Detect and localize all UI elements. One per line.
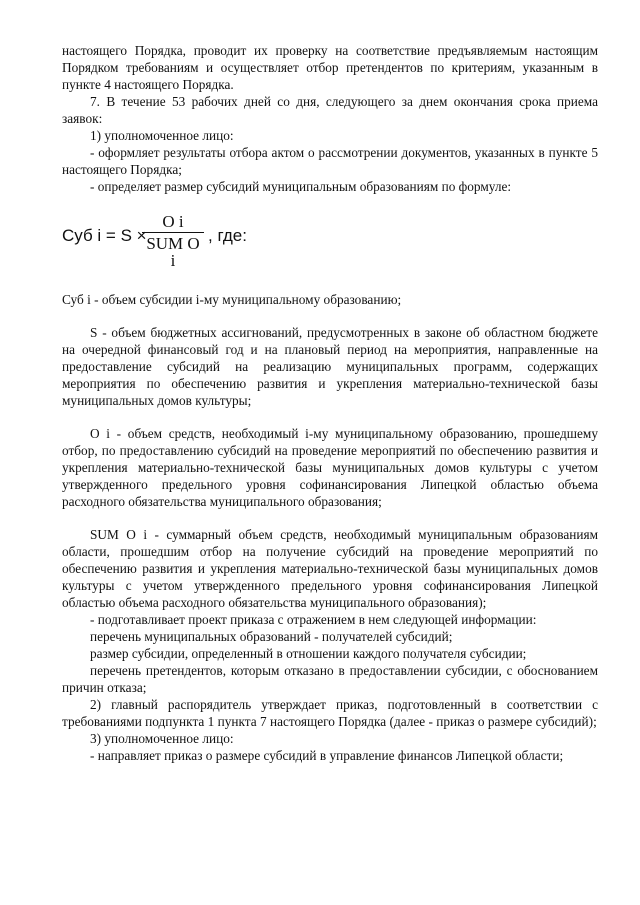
paragraph: - направляет приказ о размере субсидий в управление финансов Липецкой области; (90, 748, 564, 763)
paragraph: - оформляет результаты отбора актом о рассмотрении документов, указанных в пункте 5 настоящего Порядка; (62, 145, 598, 177)
formula-denominator: SUM O i (146, 234, 200, 270)
paragraph: Суб i - объем субсидии i-му муниципальному образованию; (62, 292, 402, 307)
paragraph: 1) уполномоченное лицо: (90, 128, 234, 143)
formula-numerator: O i (142, 213, 204, 233)
paragraph: 7. В течение 53 рабочих дней со дня, следующего за днем окончания срока приема заявок: (62, 94, 598, 126)
formula-rhs: , где: (208, 226, 247, 245)
formula-lhs: Суб i = S × (62, 226, 147, 245)
formula-fraction (142, 213, 204, 269)
paragraph: перечень муниципальных образований - получателей субсидий; (90, 629, 453, 644)
paragraph: - определяет размер субсидий муниципальным образованиям по формуле: (90, 179, 512, 194)
paragraph: S - объем бюджетных ассигнований, предусмотренных в законе об областном бюджете на очередной финансовый год и на плановый период на мероприятия, направленные на предоставление субсидий на реализацию муниципальных программ, содержащих мероприятия по обеспечению развития и укрепления материально-технической базы муниципальных домов культуры; (62, 325, 598, 408)
paragraph: 3) уполномоченное лицо: (90, 731, 234, 746)
paragraph: SUM O i - суммарный объем средств, необходимый муниципальным образованиям области, прошедшим отбор на получение субсидий на проведение мероприятий по обеспечению развития и укрепления материально-технической базы муниципальных домов культуры с учетом утвержденного предельного уровня софинансирования Липецкой областью объема расходного обязательства муниципального образования); (62, 527, 598, 610)
paragraph: размер субсидии, определенный в отношении каждого получателя субсидии; (90, 646, 527, 661)
paragraph: 2) главный распорядитель утверждает приказ, подготовленный в соответствии с требованиями подпункта 1 пункта 7 настоящего Порядка (далее - приказ о размере субсидий); (62, 697, 598, 729)
paragraph: настоящего Порядка, проводит их проверку на соответствие предъявляемым настоящим Порядком требованиям и осуществляет отбор претендентов по критериям, указанным в пункте 4 настоящего Порядка. (62, 43, 598, 92)
document-page (62, 42, 598, 764)
paragraph: перечень претендентов, которым отказано в предоставлении субсидии, с обоснованием причин отказа; (62, 663, 598, 695)
paragraph: - подготавливает проект приказа с отражением в нем следующей информации: (90, 612, 537, 627)
paragraph: O i - объем средств, необходимый i-му муниципальному образованию, прошедшему отбор, по предоставлению субсидий на проведение мероприятий по обеспечению развития и укрепления материально-технической базы муниципальных домов культуры с учетом утвержденного предельного уровня софинансирования Липецкой областью объема расходного обязательства муниципального образования; (62, 426, 598, 509)
subsidy-formula (62, 212, 598, 270)
